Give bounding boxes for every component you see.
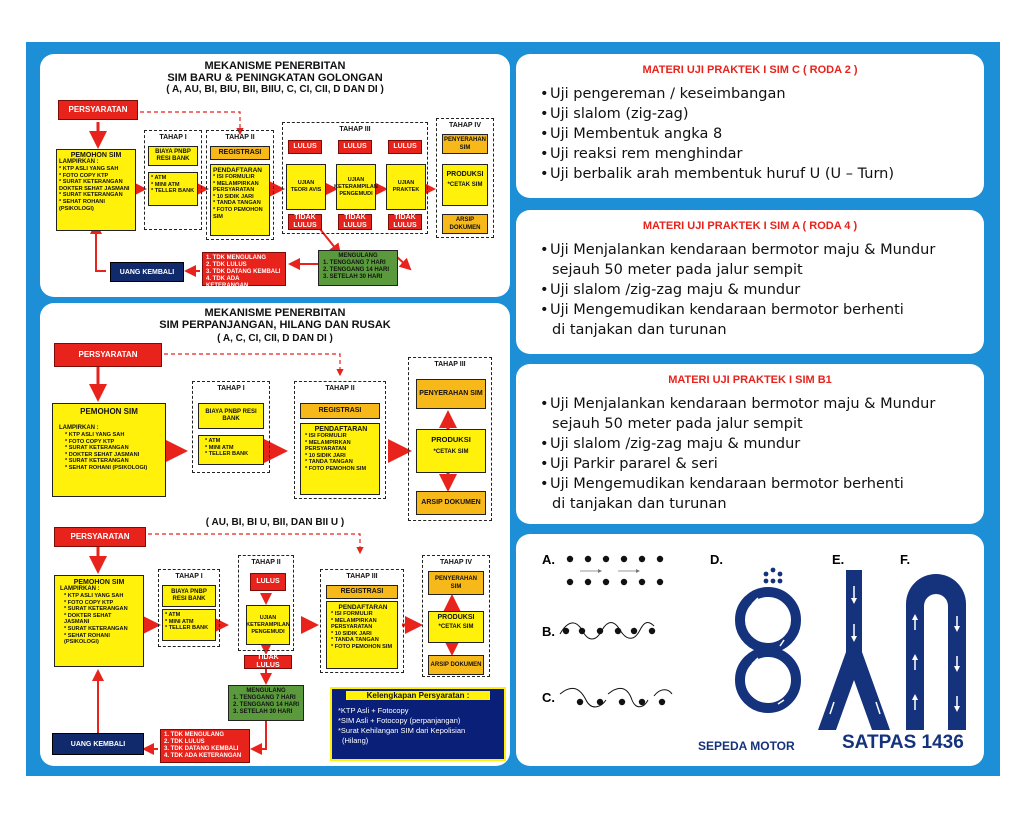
materi-a-title: MATERI UJI PRAKTEK I SIM A ( RODA 4 ) [642,220,858,232]
list-item: •Uji Mengemudikan kendaraan bermotor berhenti di tanjakan dan turunan [540,302,904,338]
sepeda-motor-label: SEPEDA MOTOR [698,739,795,753]
kelengkapan-title: Kelengkapan Persyaratan : [346,691,490,700]
list-item: * SURAT KETERANGAN DOKTER SEHAT JASMANI [59,179,130,192]
diagram1-mengulang-title: MENGULANG [338,253,378,259]
diagram2-pendaftaran-title: PENDAFTARAN [314,426,368,433]
diagram2-produksi: PRODUKSI [431,435,471,444]
diagram2-arsip: ARSIP DOKUMEN [416,491,486,515]
label-d: D. [710,552,723,567]
label-a: A. [542,552,555,567]
list-item: * FOTO COPY KTP [64,599,114,606]
diagram2-title-3: ( A, C, CI, CII, D DAN DI ) [217,333,333,344]
list-item: * TANDA TANGAN [305,459,353,466]
diagram2-title-2: SIM PERPANJANGAN, HILANG DAN RUSAK [159,319,391,331]
diagram3-tidak-lulus: TIDAK LULUS [244,655,292,669]
list-item: * 10 SIDIK JARI [213,193,254,200]
diagram1-persyaratan: PERSYARATAN [58,100,138,120]
list-item: * SURAT KETERANGAN [65,445,129,452]
list-item: * TANDA TANGAN [213,200,261,207]
list-item: •Uji Menjalankan kendaraan bermotor maju & Mundur sejauh 50 meter pada jalur sempit [540,396,936,432]
diagram1-tdk-box [202,252,286,289]
diagram1-produksi: PRODUKSI [446,171,484,178]
list-item: 3. TDK DATANG KEMBALI [164,746,239,752]
diagram3-tahap3-label: TAHAP III [346,573,378,580]
diagram1-lulus-2: LULUS [338,140,372,154]
list-item: 2. TENGGANG 14 HARI [233,702,300,708]
diagram2-title-1: MEKANISME PENERBITAN [204,307,346,319]
diagram3-tahap1-biaya: BIAYA PNBP RESI BANK [162,585,216,607]
list-item: * FOTO PEMOHON SIM [305,465,367,472]
label-b: B. [542,624,555,639]
list-item: *SIM Asli + Fotocopy (perpanjangan) [338,716,461,725]
list-item: 1. TENGGANG 7 HARI [233,695,296,701]
diagram2-pemohon-box [52,403,166,497]
diagram2-tahap1-list [198,435,264,465]
list-item: •Uji Menjalankan kendaraan bermotor maju & Mundur sejauh 50 meter pada jalur sempit [540,242,936,278]
illus-e-y-track [818,570,890,730]
list-item: (Hilang) [342,736,369,745]
list-item: •Uji slalom /zig-zag maju & mundur [540,282,801,298]
panel-materi-sim-a [516,210,984,354]
diagram1-uang-kembali: UANG KEMBALI [110,262,184,282]
list-item: * SURAT KETERANGAN [64,606,128,613]
diagram3-registrasi: REGISTRASI [326,585,398,599]
diagram1-title-1: MEKANISME PENERBITAN [204,60,346,72]
kelengkapan-box [330,687,506,761]
list-item: •Uji pengereman / keseimbangan [540,86,786,102]
list-item: * ATM [165,612,181,618]
diagram3-penyerahan: PENYERAHAN SIM [428,571,484,595]
diagram1-tahap1-list [148,172,198,206]
diagram3-produksi: PRODUKSI [437,614,475,621]
list-item: 2. TDK LULUS [164,739,205,745]
diagram2-tahap2-label: TAHAP II [325,385,355,392]
diagram1-cetak: *CETAK SIM [447,182,483,188]
list-item: * FOTO PEMOHON SIM [213,206,263,220]
diagram1-pemohon-box [56,149,136,231]
list-item: •Uji slalom (zig-zag) [540,106,689,122]
list-item: 2. TENGGANG 14 HARI [323,267,390,273]
diagram3-pendaftaran-box [326,601,398,669]
diagram1-pemohon-lampiran: LAMPIRKAN : [59,159,99,165]
diagram2-cetak: *CETAK SIM [433,449,469,455]
diagram1-tidak-lulus-2: TIDAK LULUS [338,214,372,230]
panel-sim-baru [40,54,510,297]
diagram3-tahap1-label: TAHAP I [175,573,203,580]
diagram1-title-2: SIM BARU & PENINGKATAN GOLONGAN [167,72,383,84]
diagram1-tahap2-label: TAHAP II [225,134,255,141]
label-c: C. [542,690,555,705]
diagram2-produksi-box [416,429,486,473]
diagram3-subtitle: ( AU, BI, BI U, BII, DAN BII U ) [205,517,345,528]
list-item: •Uji Mengemudikan kendaraan bermotor berhenti di tanjakan dan turunan [540,476,904,512]
list-item: * TELLER BANK [165,625,209,632]
list-item: * 10 SIDIK JARI [305,452,346,459]
list-item: * TELLER BANK [151,188,195,195]
diagram2-tahap1-label: TAHAP I [217,385,245,392]
diagram2-persyaratan: PERSYARATAN [54,343,162,367]
diagram3-tahap4-label: TAHAP IV [439,559,473,566]
list-item: *Surat Kehilangan SIM dari Kepolisian [338,726,466,735]
list-item: * MELAMPIRKAN PERSYARATAN [213,180,259,194]
diagram1-ujian-keterampilan: UJIAN KETERAMPILAN PENGEMUDI [336,164,376,210]
diagram1-pendaftaran-box [210,164,270,236]
diagram1-tahap1-label: TAHAP I [159,134,187,141]
diagram3-tdk-box [160,729,250,763]
list-item: * ATM [151,175,167,181]
diagram3-uang-kembali: UANG KEMBALI [52,733,144,755]
list-item: •Uji Membentuk angka 8 [540,126,723,142]
panel-materi-sim-c [516,54,984,198]
illus-a-braking [567,556,663,585]
list-item: 1. TDK MENGULANG [164,732,224,738]
list-item: •Uji slalom /zig-zag maju & mundur [540,436,801,452]
list-item: 3. SETELAH 30 HARI [323,274,383,280]
illus-d-figure8 [740,568,796,708]
diagram3-pemohon-title: PEMOHON SIM [73,579,125,586]
panel-sim-perpanjangan [40,303,510,766]
list-item: * MINI ATM [165,618,194,625]
list-item: *KTP Asli + Fotocopy [338,706,409,715]
diagram3-persyaratan: PERSYARATAN [54,527,146,547]
diagram3-mengulang [228,685,304,721]
diagram1-pemohon-title: PEMOHON SIM [70,152,122,159]
diagram3-pendaftaran-title: PENDAFTARAN [338,604,388,611]
materi-b1-title: MATERI UJI PRAKTEK I SIM B1 [668,374,832,386]
label-f: F. [900,552,911,567]
materi-c-title: MATERI UJI PRAKTEK I SIM C ( RODA 2 ) [642,64,858,76]
diagram2-registrasi: REGISTRASI [300,403,380,419]
diagram1-tidak-lulus-1: TIDAK LULUS [288,214,322,230]
diagram3-tahap2-label: TAHAP II [251,559,281,566]
panel-illustrations [516,534,984,766]
list-item: * FOTO COPY KTP [59,172,109,179]
list-item: * KTP ASLI YANG SAH [65,432,125,438]
diagram3-ujian: UJIAN KETERAMPILAN PENGEMUDI [246,605,290,645]
list-item: * ATM [205,438,221,444]
list-item: 1. TDK MENGULANG [206,255,266,261]
list-item: * KTP ASLI YANG SAH [64,593,124,599]
diagram3-lulus: LULUS [250,573,286,591]
label-e: E. [832,552,845,567]
list-item: 4. TDK ADA KETERANGAN [164,753,242,759]
diagram3-pemohon-box [54,575,144,667]
diagram1-tahap1-biaya: BIAYA PNBP RESI BANK [148,146,198,166]
diagram1-tidak-lulus-3: TIDAK LULUS [388,214,422,230]
diagram3-arsip: ARSIP DOKUMEN [428,655,484,675]
list-item: * MINI ATM [205,444,234,451]
diagram3-tahap1-list [162,609,216,641]
diagram1-lulus-1: LULUS [288,140,322,154]
diagram3-mengulang-title: MENGULANG [246,688,286,694]
diagram1-tahap3-label: TAHAP III [339,126,371,133]
diagram1-lulus-3: LULUS [388,140,422,154]
list-item: * TANDA TANGAN [331,637,379,644]
diagram1-mengulang [318,250,398,286]
diagram1-arsip: ARSIP DOKUMEN [442,214,488,234]
illus-b-slalom [560,623,655,640]
satpas-label: SATPAS 1436 [842,732,964,753]
diagram3-produksi-box [428,611,484,643]
list-item: * ISI FORMULIR [213,174,255,180]
illus-f-u-turn [906,574,966,730]
panel-materi-sim-b1 [516,364,984,524]
diagram2-penyerahan: PENYERAHAN SIM [416,379,486,409]
diagram1-pendaftaran-title: PENDAFTARAN [213,167,262,174]
diagram1-ujian-praktek: UJIAN PRAKTEK [386,164,426,210]
list-item: * DOKTER SEHAT JASMANI [65,451,140,458]
list-item: * SURAT KETERANGAN [65,458,129,465]
diagram1-penyerahan: PENYERAHAN SIM [442,134,488,154]
diagram2-tahap3-label: TAHAP III [434,361,466,368]
list-item: •Uji Parkir pararel & seri [540,456,718,472]
list-item: * SEHAT ROHANI (PSIKOLOGI) [59,198,105,212]
diagram1-tahap4-label: TAHAP IV [448,122,482,129]
list-item: 2. TDK LULUS [206,262,247,268]
diagram1-title-3: ( A, AU, BI, BIU, BII, BIIU, C, CI, CII, D DAN DI ) [166,84,384,95]
list-item: * MINI ATM [151,181,180,188]
list-item: * TELLER BANK [205,451,249,458]
diagram3-pemohon-lampiran: LAMPIRKAN : [60,586,100,592]
list-item: * ISI FORMULIR [331,611,373,617]
diagram2-pendaftaran-box [300,423,380,495]
list-item: •Uji reaksi rem menghindar [540,146,743,162]
list-item: * MELAMPIRKAN PERSYARATAN [331,617,377,631]
list-item: * SURAT KETERANGAN [64,625,128,632]
list-item: * SEHAT ROHANI (PSIKOLOGI) [65,464,148,471]
list-item: * FOTO PEMOHON SIM [331,643,393,650]
list-item: 3. SETELAH 30 HARI [233,709,293,715]
list-item: •Uji berbalik arah membentuk huruf U (U – Turn) [540,166,895,182]
diagram1-produksi-box [442,164,488,206]
diagram3-cetak: *CETAK SIM [438,624,474,630]
list-item: * FOTO COPY KTP [65,438,115,445]
diagram1-ujian-teori: UJIAN TEORI AVIS [286,164,326,210]
list-item: 1. TENGGANG 7 HARI [323,260,386,266]
list-item: * 10 SIDIK JARI [331,630,372,637]
list-item: 3. TDK DATANG KEMBALI [206,269,281,275]
diagram2-tahap1-biaya: BIAYA PNBP RESI BANK [198,403,264,429]
list-item: * DOKTER SEHAT JASMANI [64,612,112,626]
list-item: * KTP ASLI YANG SAH [59,166,119,172]
list-item: * SEHAT ROHANI (PSIKOLOGI) [64,632,110,646]
list-item: * ISI FORMULIR [305,433,347,439]
list-item: * SURAT KETERANGAN [59,192,123,199]
illus-c-slalom [560,688,672,707]
list-item: 4. TDK ADA KETERANGAN [206,276,249,289]
list-item: * MELAMPIRKAN PERSYARATAN [305,439,351,453]
diagram2-pemohon-title: PEMOHON SIM [80,407,138,416]
diagram2-pemohon-lampiran: LAMPIRKAN : [59,425,99,431]
diagram1-registrasi: REGISTRASI [210,146,270,160]
